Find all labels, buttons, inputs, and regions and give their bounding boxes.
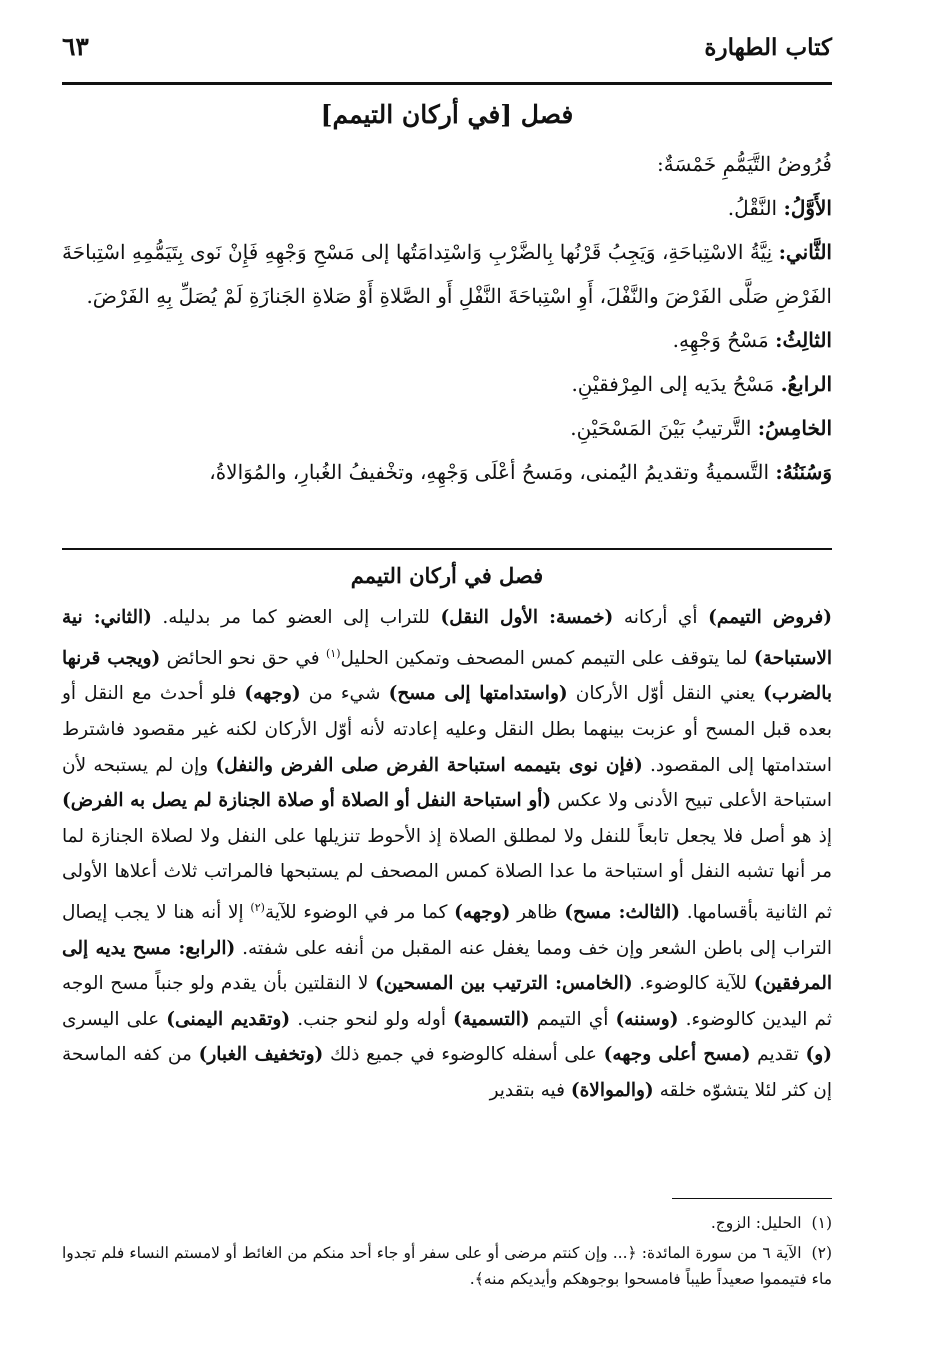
footnote-ref: (٢) [250, 900, 265, 914]
quoted-matn-text: (و) [805, 1044, 832, 1066]
commentary-text: لما يتوقف على التيمم كمس المصحف وتمكين الحليل [340, 647, 754, 669]
matn-line [62, 450, 832, 494]
quoted-matn-text: (الثالث: مسح) [564, 902, 680, 924]
commentary-text: أوله ولو لنحو جنب. [290, 1008, 454, 1030]
matn-line-label: الخامِسُ: [757, 416, 832, 440]
sharh-title: فصل في أركان التيمم [350, 563, 544, 588]
quoted-matn-text: (الرابع: مسح يديه إلى المرفقين) [62, 937, 832, 995]
matn-line-label: الرابعُ. [780, 372, 832, 396]
sharh-body [62, 600, 832, 1109]
commentary-text: فلو أحدث مع النقل أو بعده قبل المسح أو عزبت بينهما بطل النقل وعليه إعادته لأنه أوّل الأركان لكنه غير مقصود فاشترط استدامتها إلى المقصود. [62, 683, 832, 776]
matn-line-label: الثَّاني: [778, 240, 832, 264]
commentary-text: تقديم [750, 1044, 806, 1066]
header-divider [62, 82, 832, 85]
matn-line [62, 318, 832, 362]
matn-line-text: مَسْحُ وَجْهِهِ. [672, 328, 776, 352]
quoted-matn-text: (وتخفيف الغبار) [198, 1044, 324, 1066]
quoted-matn-text: (وتقديم اليمنى) [166, 1008, 291, 1030]
matn-line-text: فُرُوضُ التَّيَمُّمِ خَمْسَةٌ: [657, 152, 832, 176]
footnote-text: الحليل: الزوج. [710, 1214, 802, 1232]
section-divider [62, 548, 832, 550]
commentary-text: للآية كالوضوء. [632, 973, 754, 995]
matn-line-label: وَسُنَنُهُ: [775, 460, 832, 484]
quoted-matn-text: (فإن نوى بتيممه استباحة الفرض صلى الفرض والنفل) [215, 754, 643, 776]
matn-line-text: نِيَّةُ الاسْتِباحَةِ، وَيَجِبُ قَرْنُها بِالضَّرْبِ وَاسْتِدامَتُها إلى مَسْحِ وَجْهِهِ فَإِنْ نَوى بِتَيَمُّمِهِ اسْتِباحَةَ الفَرْضِ صَلَّى الفَرْضَ والنَّفْلَ، أَوِ اسْتِباحَةَ النَّفْلِ أَو الصَّلاةِ أَوْ صَلاةِ الجَنازَةِ لَمْ يُصَلِّ بِهِ الفَرْضَ. [62, 240, 832, 308]
footnotes [62, 1210, 832, 1296]
commentary-text: وإن لم يستبحه لأن استباحة الأعلى تبيح الأدنى ولا عكس [62, 754, 832, 812]
commentary-text: في حق نحو الحائض [160, 647, 326, 669]
matn-line-text: التَّرتيبُ بَيْنَ المَسْحَيْنِ. [570, 416, 758, 440]
quoted-matn-text: (مسح أعلى وجهه) [603, 1044, 751, 1066]
quoted-matn-text: (وسننه) [615, 1008, 679, 1030]
sharh-section [62, 560, 832, 1109]
commentary-text: فيه بتقدير [489, 1080, 571, 1102]
quoted-matn-text: (وجهه) [244, 683, 301, 705]
matn-line [62, 186, 832, 230]
quoted-matn-text: (فروض التيمم) [708, 607, 832, 628]
quoted-matn-text: (واستدامتها إلى مسح) [388, 683, 568, 705]
footnote-number: (٢) [811, 1244, 832, 1262]
commentary-text: كما مر في الوضوء للآية [264, 902, 455, 924]
matn-line-text: التَّسميةُ وتقديمُ اليُمنى، ومَسحُ أعْلَى وَجْهِهِ، وتخْفيفُ الغُبارِ، والمُوَالاةُ، [209, 460, 776, 484]
matn-lines [62, 142, 832, 494]
quoted-matn-text: (ويجب قرنها بالضرب) [62, 647, 832, 705]
commentary-text: أي التيمم [529, 1008, 616, 1030]
quoted-matn-text: (أو استباحة النفل أو الصلاة أو صلاة الجنازة لم يصل به الفرض) [62, 790, 552, 812]
quoted-matn-text: (خمسة: الأول النقل) [440, 607, 614, 628]
matn-line-label: الثالِثُ: [775, 328, 832, 352]
matn-line-text: مَسْحُ يدَيه إلى المِرْفقيْنِ. [571, 372, 781, 396]
footnote-ref: (١) [325, 646, 341, 660]
quoted-matn-text: (الخامس: الترتيب بين المسحين) [375, 973, 633, 995]
matn-line [62, 230, 832, 318]
quoted-matn-text: (والموالاة) [570, 1080, 654, 1102]
quoted-matn-text: (الثاني: نية الاستباحة) [62, 607, 833, 669]
matn-line [62, 406, 832, 450]
footnote [62, 1210, 832, 1236]
matn-line [62, 362, 832, 406]
footnote-divider [672, 1198, 832, 1199]
page-number: ٦٣ [62, 32, 89, 61]
quoted-matn-text: (التسمية) [453, 1008, 530, 1030]
footnote-text: الآية ٦ من سورة المائدة: ﴿... وإن كنتم مرضى أو على سفر أو جاء أحد منكم من الغائط أو لامستم النساء فلم تجدوا ماء فتيمموا صعيداً طيباً فامسحوا بوجوهكم وأيديكم منه﴾. [62, 1244, 832, 1288]
commentary-text: لا النقلتين بأن يقدم ولو جنباً مسح الوجه ثم اليدين كالوضوء. [62, 973, 832, 1030]
commentary-text: ظاهر [510, 902, 565, 924]
footnote [62, 1240, 832, 1292]
quoted-matn-text: (وجهه) [454, 902, 511, 924]
matn-section [62, 98, 832, 494]
matn-line [62, 142, 832, 186]
commentary-text: أي أركانه [613, 607, 709, 628]
commentary-text: من كفه الماسحة إن كثر لئلا يتشوّه خلقه [62, 1044, 832, 1102]
matn-line-text: النَّقْلُ. [727, 196, 784, 220]
commentary-text: على اليسرى [62, 1008, 167, 1030]
page-header [62, 26, 832, 76]
footnote-number: (١) [811, 1214, 832, 1232]
running-head-title: كتاب الطهارة [704, 34, 832, 61]
commentary-text: إلا أنه هنا لا يجب إيصال التراب إلى باطن الشعر وإن خف ومما يغفل عنه المقبل من أنفه على شفته. [62, 902, 832, 959]
matn-title: فصل [في أركان التيمم] [320, 100, 574, 129]
commentary-text: يعني النقل أوّل الأركان [567, 683, 764, 705]
commentary-text: على أسفله كالوضوء في جميع ذلك [323, 1044, 604, 1066]
commentary-text: للتراب إلى العضو كما مر بدليله. [151, 607, 441, 628]
commentary-text: شيء من [300, 683, 389, 705]
matn-line-label: الأَوَّلُ: [783, 196, 832, 220]
commentary-text: إذ هو أصل فلا يجعل تابعاً للنفل ولا لمطلق الصلاة إذ الأحوط تنزيلها على النفل ولا لصلاة الجنازة لما مر أنها تشبه النفل أو استباحة ما عدا الصلاة كمس المصحف لم يستبحها فالمراتب ثلاث أعلاها الأولى ثم الثانية بأقسامها. [62, 825, 832, 924]
